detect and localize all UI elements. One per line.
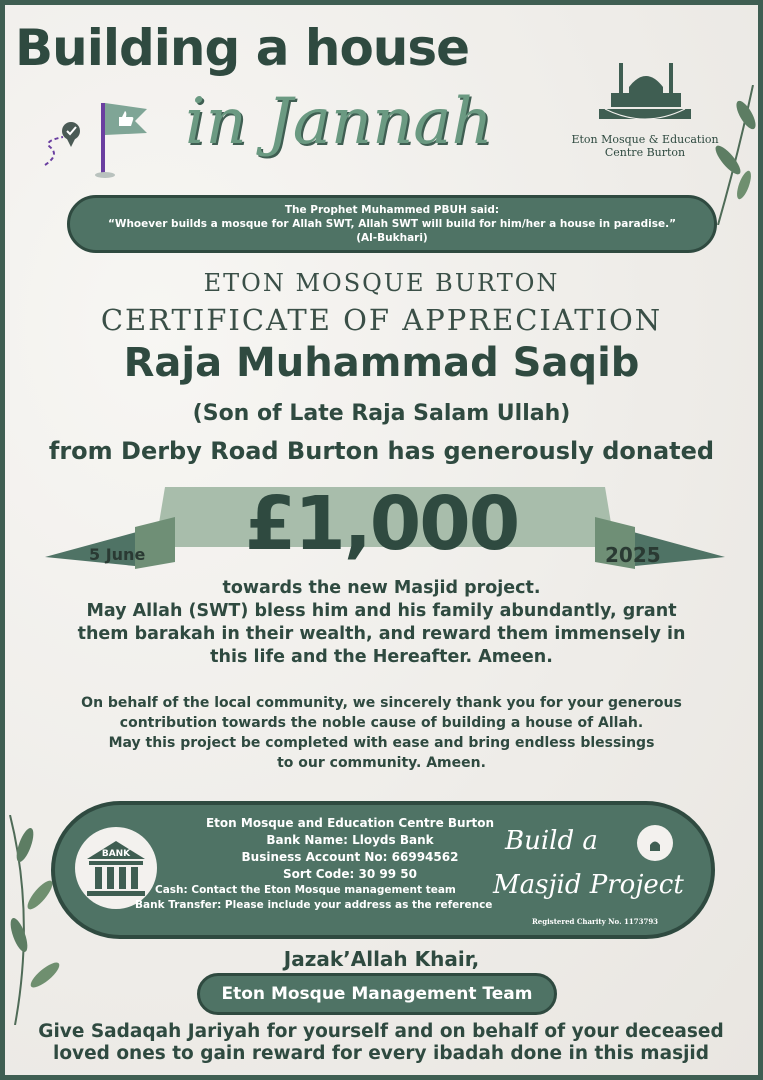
title-line-2: in Jannah bbox=[185, 85, 493, 159]
bank-cash-note: Cash: Contact the Eton Mosque management team bbox=[155, 884, 456, 896]
sadaqah-message bbox=[21, 1021, 741, 1065]
project-title-line-2: Masjid Project bbox=[493, 870, 684, 900]
thanks-paragraph bbox=[25, 693, 738, 773]
bank-icon bbox=[75, 827, 157, 909]
mosque-logo bbox=[585, 23, 705, 133]
bank-org: Eton Mosque and Education Centre Burton bbox=[205, 816, 495, 830]
blessing-line-3: them barakah in their wealth, and reward them immensely in bbox=[77, 624, 686, 644]
bank-transfer-note: Bank Transfer: Please include your address as the reference bbox=[135, 899, 493, 911]
hadith-intro: The Prophet Muhammed PBUH said: bbox=[284, 204, 500, 216]
certificate-title: CERTIFICATE OF APPRECIATION bbox=[100, 303, 663, 337]
donation-date-day: 5 June bbox=[89, 545, 146, 564]
blessing-line-2: May Allah (SWT) bless him and his family abundantly, grant bbox=[86, 601, 677, 621]
bank-name: Bank Name: Lloyds Bank bbox=[266, 833, 434, 847]
sadaqah-line-2: loved ones to gain reward for every ibadah done in this masjid bbox=[52, 1043, 710, 1064]
donor-parentage: (Son of Late Raja Salam Ullah) bbox=[192, 401, 571, 426]
blessing-line-4: this life and the Hereafter. Ameen. bbox=[210, 647, 553, 667]
thanks-line-4: to our community. Ameen. bbox=[277, 755, 486, 771]
charity-number: Registered Charity No. 1173793 bbox=[531, 917, 659, 926]
sadaqah-line-1: Give Sadaqah Jariyah for yourself and on behalf of your deceased bbox=[38, 1021, 724, 1042]
logo-caption-line-1: Eton Mosque & Education bbox=[571, 133, 719, 146]
bank-sort-code: Sort Code: 30 99 50 bbox=[283, 867, 417, 881]
org-title: ETON MOSQUE BURTON bbox=[203, 269, 560, 297]
donor-name: Raja Muhammad Saqib bbox=[123, 340, 640, 386]
hadith-quote: “Whoever builds a mosque for Allah SWT, Allah SWT will build for him/her a house in paradise.” bbox=[107, 218, 677, 230]
management-team-badge: Eton Mosque Management Team bbox=[197, 973, 557, 1015]
project-title-line-1: Build a bbox=[505, 826, 598, 856]
thanks-line-1: On behalf of the local community, we sincerely thank you for your generous bbox=[81, 695, 682, 711]
donation-date-year: 2025 bbox=[605, 543, 661, 567]
logo-caption-line-2: Centre Burton bbox=[604, 146, 686, 159]
bank-account-number: Business Account No: 66994562 bbox=[241, 850, 459, 864]
hadith-box bbox=[67, 195, 717, 253]
donor-location: from Derby Road Burton has generously donated bbox=[48, 437, 715, 465]
thanks-line-3: May this project be completed with ease and bring endless blessings bbox=[108, 735, 655, 751]
bank-icon-label: BANK bbox=[101, 849, 131, 859]
hadith-source: (Al-Bukhari) bbox=[356, 232, 428, 244]
blessing-paragraph bbox=[25, 577, 738, 669]
closing-greeting: Jazak’Allah Khair, bbox=[283, 947, 480, 971]
bank-icon-circle bbox=[75, 827, 157, 909]
blessing-line-1: towards the new Masjid project. bbox=[222, 578, 541, 598]
flag-pin-icon bbox=[35, 95, 155, 185]
title-line-1: Building a house bbox=[15, 19, 470, 77]
thanks-line-2: contribution towards the noble cause of building a house of Allah. bbox=[119, 715, 644, 731]
bank-info bbox=[135, 815, 545, 913]
donation-amount: £1,000 bbox=[244, 481, 519, 567]
masjid-badge-icon bbox=[635, 823, 675, 863]
